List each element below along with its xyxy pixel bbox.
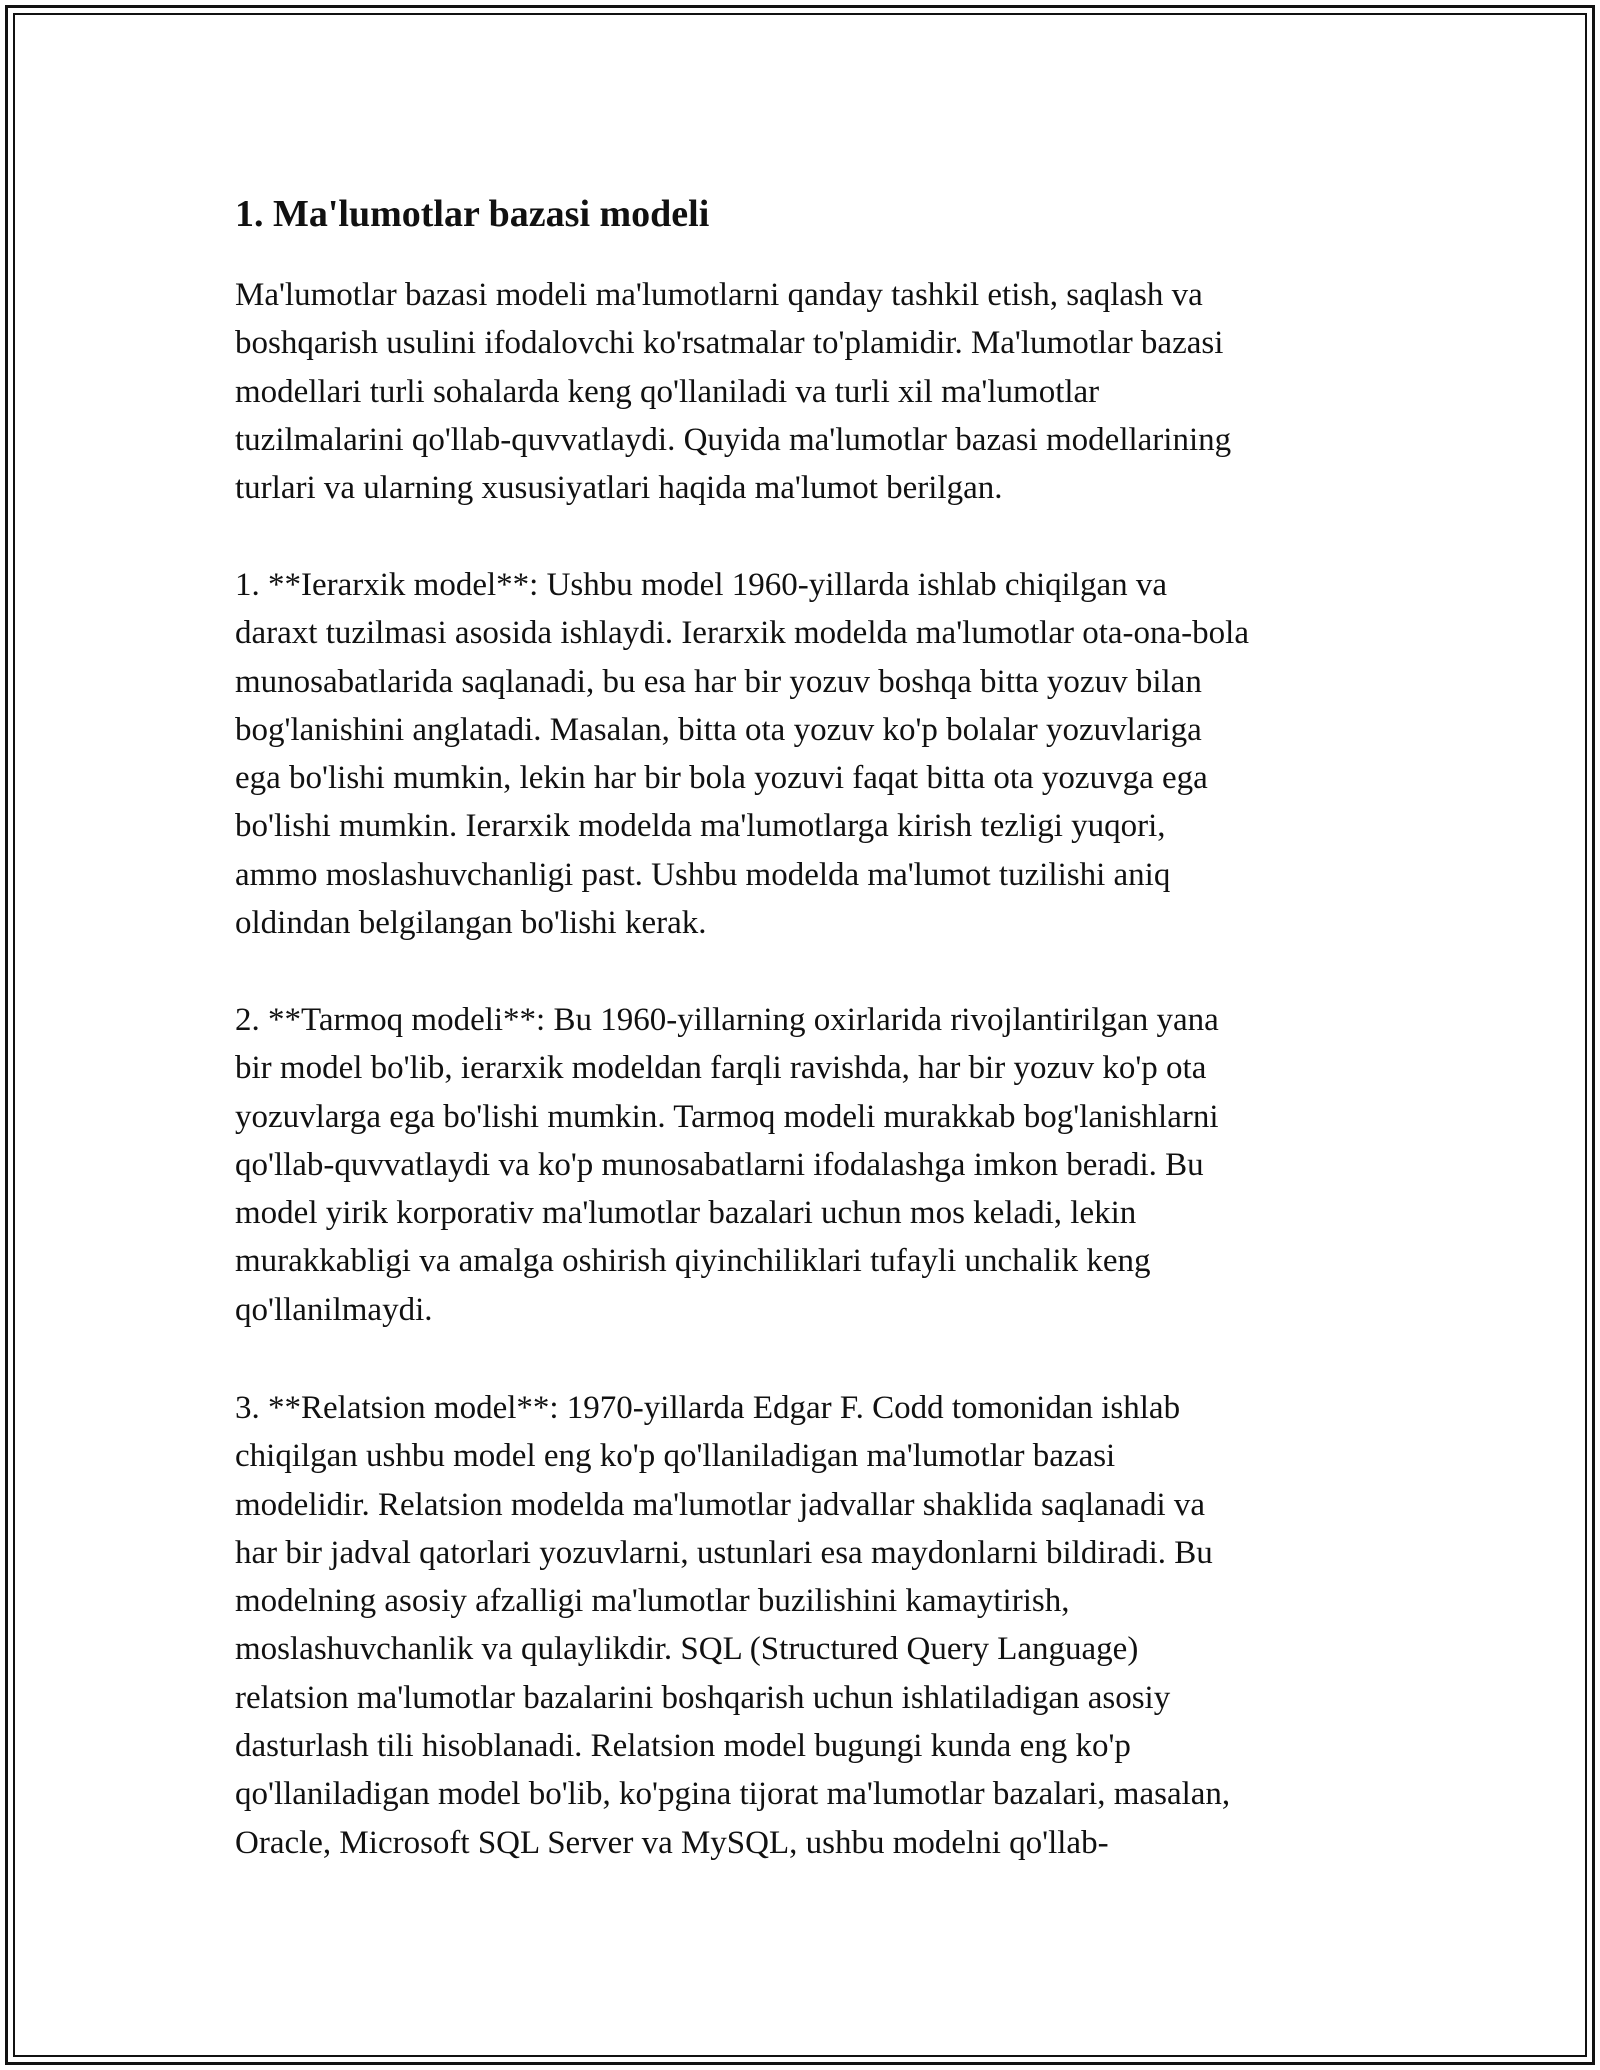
text-line: Oracle, Microsoft SQL Server va MySQL, ushbu modelni qo'llab- (235, 1824, 1109, 1861)
text-line: qo'llab-quvvatlaydi va ko'p munosabatlarni ifodalashga imkon beradi. Bu (235, 1146, 1204, 1183)
text-line: modelidir. Relatsion modelda ma'lumotlar jadvallar shaklida saqlanadi va (235, 1486, 1206, 1523)
text-line: modelning asosiy afzalligi ma'lumotlar buzilishini kamaytirish, (235, 1583, 1070, 1620)
text-line: ammo moslashuvchanligi past. Ushbu modelda ma'lumot tuzilishi aniq (235, 856, 1171, 893)
text-line: qo'llaniladigan model bo'lib, ko'pgina tijorat ma'lumotlar bazalari, masalan, (235, 1776, 1231, 1813)
text-line: murakkabligi va amalga oshirish qiyinchiliklari tufayli unchalik keng (235, 1243, 1151, 1280)
text-line: bir model bo'lib, ierarxik modeldan farqli ravishda, har bir yozuv ko'p ota (235, 1050, 1207, 1087)
paragraph-network-model (235, 996, 1219, 1334)
paragraph-relational-model (235, 1384, 1230, 1867)
text-line: daraxt tuzilmasi asosida ishlaydi. Ierarxik modelda ma'lumotlar ota-ona-bola (235, 615, 1249, 652)
text-line: qo'llanilmaydi. (235, 1291, 433, 1328)
text-line: munosabatlarida saqlanadi, bu esa har bir yozuv boshqa bitta yozuv bilan (235, 663, 1202, 700)
text-line: 3. **Relatsion model**: 1970-yillarda Edgar F. Codd tomonidan ishlab (235, 1390, 1181, 1426)
text-line: turlari va ularning xususiyatlari haqida ma'lumot berilgan. (235, 470, 1003, 507)
text-line: model yirik korporativ ma'lumotlar bazalari uchun mos keladi, lekin (235, 1195, 1137, 1232)
text-line: 2. **Tarmoq modeli**: Bu 1960-yillarning oxirlarida rivojlantirilgan yana (235, 1002, 1219, 1038)
text-line: boshqarish usulini ifodalovchi ko'rsatmalar to'plamidir. Ma'lumotlar bazasi (235, 325, 1224, 362)
text-line: relatsion ma'lumotlar bazalarini boshqarish uchun ishlatiladigan asosiy (235, 1679, 1171, 1716)
text-line: 1. **Ierarxik model**: Ushbu model 1960-yillarda ishlab chiqilgan va (235, 567, 1168, 603)
text-line: bog'lanishini anglatadi. Masalan, bitta ota yozuv ko'p bolalar yozuvlariga (235, 711, 1202, 748)
text-line: yozuvlarga ega bo'lishi mumkin. Tarmoq modeli murakkab bog'lanishlarni (235, 1098, 1219, 1135)
text-line: modellari turli sohalarda keng qo'llaniladi va turli xil ma'lumotlar (235, 373, 1100, 410)
text-line: chiqilgan ushbu model eng ko'p qo'llaniladigan ma'lumotlar bazasi (235, 1438, 1116, 1475)
text-line: moslashuvchanlik va qulaylikdir. SQL (Structured Query Language) (235, 1631, 1139, 1668)
text-line: ega bo'lishi mumkin, lekin har bir bola yozuvi faqat bitta ota yozuvga ega (235, 760, 1208, 797)
paragraph-intro (235, 271, 1231, 512)
text-line: har bir jadval qatorlari yozuvlarni, ustunlari esa maydonlarni bildiradi. Bu (235, 1534, 1213, 1571)
document-page (235, 190, 1380, 1861)
text-line: oldindan belgilangan bo'lishi kerak. (235, 905, 707, 942)
text-line: tuzilmalarini qo'llab-quvvatlaydi. Quyida ma'lumotlar bazasi modellarining (235, 421, 1232, 458)
text-line: bo'lishi mumkin. Ierarxik modelda ma'lumotlarga kirish tezligi yuqori, (235, 808, 1166, 845)
text-line: dasturlash tili hisoblanadi. Relatsion model bugungi kunda eng ko'p (235, 1728, 1131, 1765)
paragraph-hierarchical-model (235, 561, 1249, 947)
document-heading: 1. Ma'lumotlar bazasi modeli (235, 193, 710, 235)
text-line: Ma'lumotlar bazasi modeli ma'lumotlarni qanday tashkil etish, saqlash va (235, 277, 1203, 313)
